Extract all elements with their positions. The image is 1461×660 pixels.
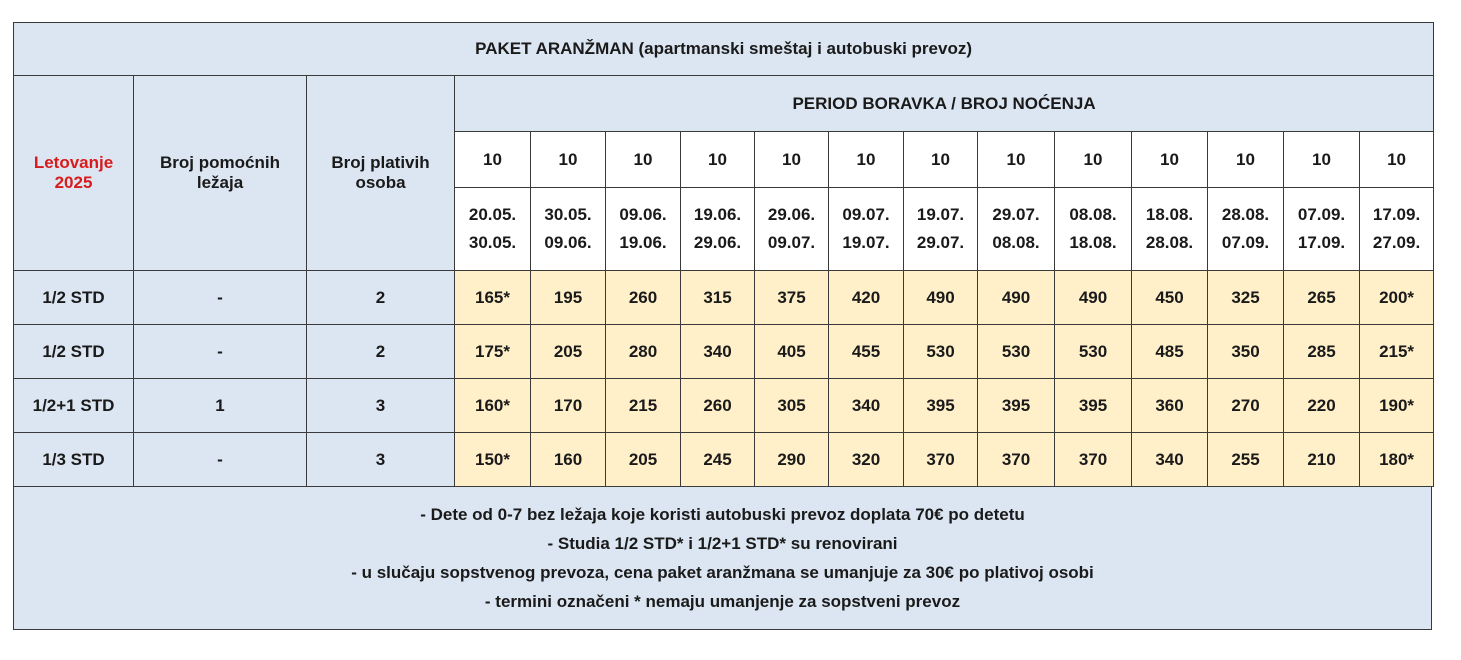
price-cell: 290 <box>755 433 829 487</box>
period-to: 18.08. <box>1069 233 1117 252</box>
price-cell: 490 <box>1055 271 1132 325</box>
price-cell: 280 <box>606 325 681 379</box>
room-type-cell: 1/3 STD <box>14 433 134 487</box>
price-cell: 265 <box>1284 271 1360 325</box>
table-row <box>14 433 1434 487</box>
price-cell: 150* <box>455 433 531 487</box>
price-cell: 170 <box>531 379 606 433</box>
price-cell: 375 <box>755 271 829 325</box>
period-to: 30.05. <box>468 233 517 252</box>
period-to: 09.06. <box>544 233 592 252</box>
period-from: 09.06. <box>619 205 667 224</box>
price-cell: 455 <box>829 325 904 379</box>
period-from: 18.08. <box>1145 205 1194 224</box>
price-cell: 530 <box>1055 325 1132 379</box>
paying-persons-cell: 3 <box>307 379 455 433</box>
nights-cell: 10 <box>1284 132 1360 188</box>
room-type-cell: 1/2+1 STD <box>14 379 134 433</box>
nights-cell: 10 <box>755 132 829 188</box>
price-cell: 395 <box>1055 379 1132 433</box>
aux-beds-cell: - <box>134 325 307 379</box>
aux-beds-cell: - <box>134 433 307 487</box>
room-type-cell: 1/2 STD <box>14 325 134 379</box>
paying-persons-cell: 3 <box>307 433 455 487</box>
period-header: PERIOD BORAVKA / BROJ NOĆENJA <box>455 76 1434 132</box>
price-cell: 530 <box>978 325 1055 379</box>
paying-persons-cell: 2 <box>307 325 455 379</box>
price-cell: 165* <box>455 271 531 325</box>
price-cell: 215* <box>1360 325 1434 379</box>
price-cell: 340 <box>829 379 904 433</box>
price-cell: 315 <box>681 271 755 325</box>
price-cell: 395 <box>978 379 1055 433</box>
price-cell: 285 <box>1284 325 1360 379</box>
period-to: 19.07. <box>842 233 890 252</box>
period-cell <box>531 188 606 271</box>
price-cell: 370 <box>904 433 978 487</box>
price-table <box>13 22 1434 487</box>
price-cell: 220 <box>1284 379 1360 433</box>
price-cell: 405 <box>755 325 829 379</box>
price-cell: 450 <box>1132 271 1208 325</box>
period-from: 07.09. <box>1297 205 1346 224</box>
period-cell <box>1208 188 1284 271</box>
nights-cell: 10 <box>829 132 904 188</box>
aux-beds-header-line2: ležaja <box>196 173 244 192</box>
price-cell: 190* <box>1360 379 1434 433</box>
price-cell: 420 <box>829 271 904 325</box>
nights-cell: 10 <box>1208 132 1284 188</box>
period-from: 08.08. <box>1069 205 1117 224</box>
nights-cell: 10 <box>455 132 531 188</box>
price-cell: 210 <box>1284 433 1360 487</box>
price-cell: 485 <box>1132 325 1208 379</box>
nights-cell: 10 <box>606 132 681 188</box>
nights-cell: 10 <box>904 132 978 188</box>
period-cell <box>1360 188 1434 271</box>
notes-table <box>13 486 1432 630</box>
period-to: 29.06. <box>693 233 742 252</box>
period-from: 19.06. <box>693 205 742 224</box>
price-cell: 305 <box>755 379 829 433</box>
price-cell: 160 <box>531 433 606 487</box>
period-to: 09.07. <box>767 233 816 252</box>
price-cell: 175* <box>455 325 531 379</box>
period-to: 29.07. <box>916 233 965 252</box>
period-from: 29.06. <box>767 205 816 224</box>
price-cell: 340 <box>1132 433 1208 487</box>
note-line: - u slučaju sopstvenog prevoza, cena paket aranžmana se umanjuje za 30€ po plativoj osobi <box>351 563 1094 582</box>
price-cell: 340 <box>681 325 755 379</box>
period-from: 30.05. <box>544 205 592 224</box>
price-cell: 215 <box>606 379 681 433</box>
period-from: 17.09. <box>1372 205 1421 224</box>
aux-beds-header-line1: Broj pomoćnih <box>160 153 280 172</box>
period-from: 19.07. <box>916 205 965 224</box>
paying-persons-cell: 2 <box>307 271 455 325</box>
period-to: 28.08. <box>1145 233 1194 252</box>
period-cell <box>978 188 1055 271</box>
nights-cell: 10 <box>1360 132 1434 188</box>
price-cell: 325 <box>1208 271 1284 325</box>
nights-cell: 10 <box>1132 132 1208 188</box>
period-to: 17.09. <box>1297 233 1346 252</box>
price-cell: 205 <box>531 325 606 379</box>
table-title: PAKET ARANŽMAN (apartmanski smeštaj i autobuski prevoz) <box>14 23 1434 76</box>
season-label <box>14 76 134 271</box>
nights-cell: 10 <box>531 132 606 188</box>
nights-cell: 10 <box>978 132 1055 188</box>
price-cell: 260 <box>606 271 681 325</box>
period-from: 09.07. <box>842 205 890 224</box>
period-to: 19.06. <box>619 233 667 252</box>
period-from: 20.05. <box>468 205 517 224</box>
period-cell <box>755 188 829 271</box>
price-cell: 260 <box>681 379 755 433</box>
season-label-line2: 2025 <box>54 173 93 192</box>
price-cell: 395 <box>904 379 978 433</box>
price-cell: 350 <box>1208 325 1284 379</box>
nights-cell: 10 <box>1055 132 1132 188</box>
nights-cell: 10 <box>681 132 755 188</box>
paying-persons-header-line1: Broj plativih <box>331 153 430 172</box>
price-cell: 200* <box>1360 271 1434 325</box>
price-cell: 360 <box>1132 379 1208 433</box>
aux-beds-cell: - <box>134 271 307 325</box>
period-cell <box>681 188 755 271</box>
period-cell <box>455 188 531 271</box>
period-to: 07.09. <box>1221 233 1270 252</box>
note-line: - Dete od 0-7 bez ležaja koje koristi autobuski prevoz doplata 70€ po detetu <box>420 505 1025 524</box>
note-line: - Studia 1/2 STD* i 1/2+1 STD* su renovirani <box>547 534 898 553</box>
aux-beds-cell: 1 <box>134 379 307 433</box>
room-type-cell: 1/2 STD <box>14 271 134 325</box>
price-cell: 490 <box>904 271 978 325</box>
price-cell: 255 <box>1208 433 1284 487</box>
period-cell <box>606 188 681 271</box>
period-to: 08.08. <box>992 233 1040 252</box>
period-cell <box>904 188 978 271</box>
price-cell: 270 <box>1208 379 1284 433</box>
table-row <box>14 271 1434 325</box>
period-cell <box>829 188 904 271</box>
season-label-line1: Letovanje <box>33 153 114 172</box>
note-line: - termini označeni * nemaju umanjenje za sopstveni prevoz <box>484 592 961 611</box>
price-cell: 195 <box>531 271 606 325</box>
price-cell: 205 <box>606 433 681 487</box>
table-row <box>14 325 1434 379</box>
period-from: 28.08. <box>1221 205 1270 224</box>
price-cell: 320 <box>829 433 904 487</box>
price-cell: 370 <box>1055 433 1132 487</box>
price-table-container <box>13 22 1432 630</box>
price-cell: 530 <box>904 325 978 379</box>
paying-persons-header <box>307 76 455 271</box>
paying-persons-header-line2: osoba <box>355 173 406 192</box>
price-cell: 490 <box>978 271 1055 325</box>
price-cell: 370 <box>978 433 1055 487</box>
period-to: 27.09. <box>1372 233 1421 252</box>
price-cell: 245 <box>681 433 755 487</box>
price-cell: 180* <box>1360 433 1434 487</box>
period-cell <box>1132 188 1208 271</box>
notes-cell <box>14 487 1432 630</box>
table-row <box>14 379 1434 433</box>
period-cell <box>1055 188 1132 271</box>
price-cell: 160* <box>455 379 531 433</box>
period-from: 29.07. <box>992 205 1040 224</box>
period-cell <box>1284 188 1360 271</box>
aux-beds-header <box>134 76 307 271</box>
